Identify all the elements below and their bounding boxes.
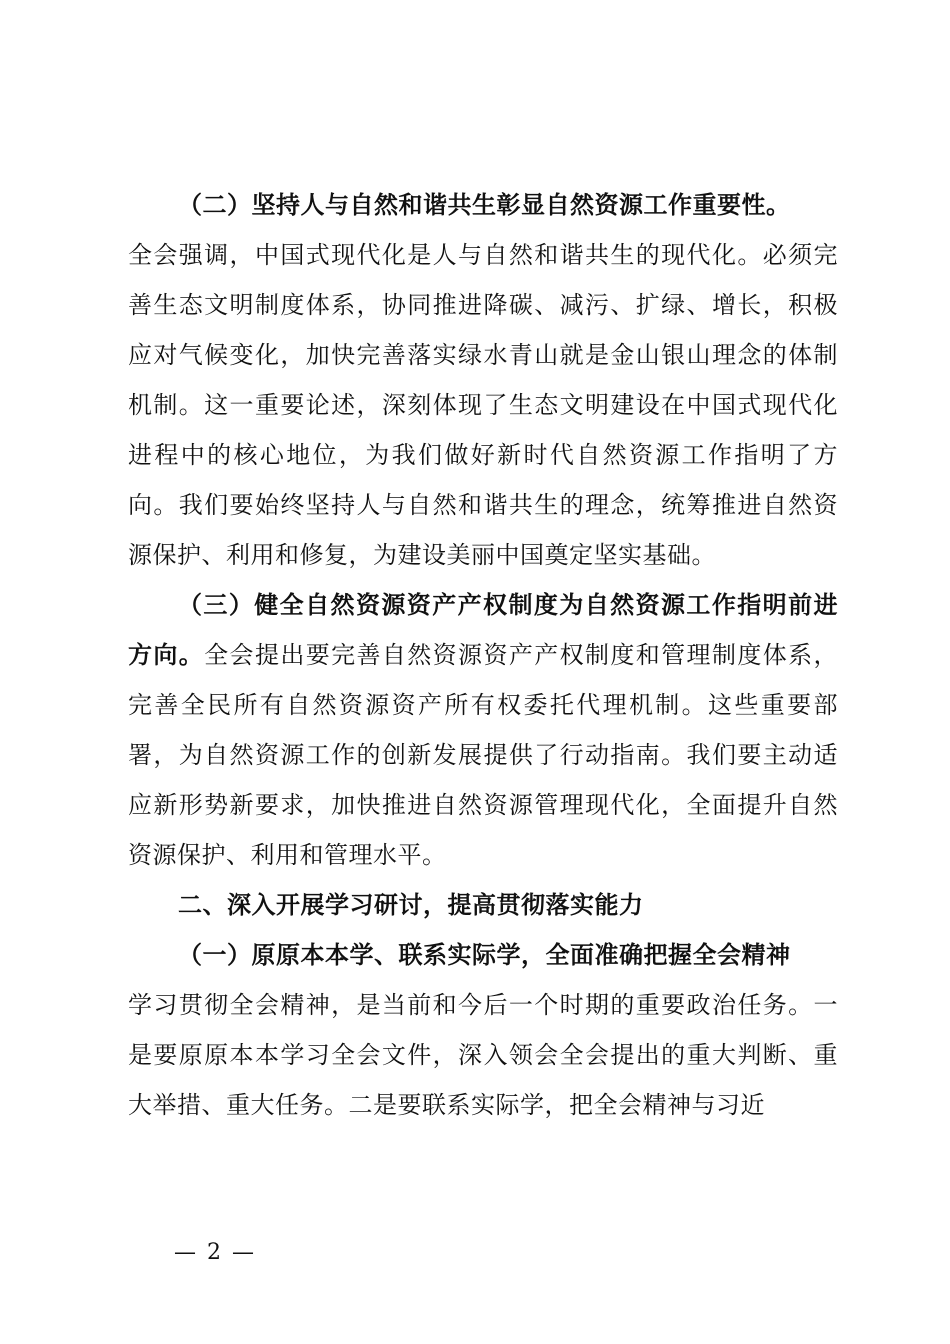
page-number: — 2 — <box>174 1240 256 1265</box>
part-2-section-1-heading: （一）原原本本学、联系实际学，全面准确把握全会精神 <box>178 941 791 969</box>
section-3-paragraph <box>128 580 838 880</box>
section-2-heading-text: （二）坚持人与自然和谐共生彰显自然资源工作重要性。 <box>178 191 791 219</box>
section-3-heading: （三）健全自然资源资产产权制度为自然资源工作指明前进方向。 <box>128 591 838 669</box>
part-2-section-1-paragraph: 学习贯彻全会精神，是当前和今后一个时期的重要政治任务。一是要原原本本学习全会文件，深入领会全会提出的重大判断、重大举措、重大任务。二是要联系实际学，把全会精神与习近 <box>128 991 838 1119</box>
section-2-heading <box>128 180 838 230</box>
section-2-paragraph: 全会强调，中国式现代化是人与自然和谐共生的现代化。必须完善生态文明制度体系，协同推进降碳、减污、扩绿、增长，积极应对气候变化，加快完善落实绿水青山就是金山银山理念的体制机制。这一重要论述，深刻体现了生态文明建设在中国式现代化进程中的核心地位，为我们做好新时代自然资源工作指明了方向。我们要始终坚持人与自然和谐共生的理念，统筹推进自然资源保护、利用和修复，为建设美丽中国奠定坚实基础。 <box>128 241 838 569</box>
part-2-heading: 二、深入开展学习研讨，提高贯彻落实能力 <box>178 891 644 919</box>
section-3-body: 全会提出要完善自然资源资产产权制度和管理制度体系，完善全民所有自然资源资产所有权委托代理机制。这些重要部署，为自然资源工作的创新发展提供了行动指南。我们要主动适应新形势新要求，加快推进自然资源管理现代化，全面提升自然资源保护、利用和管理水平。 <box>128 641 839 869</box>
document-body <box>128 180 838 1130</box>
